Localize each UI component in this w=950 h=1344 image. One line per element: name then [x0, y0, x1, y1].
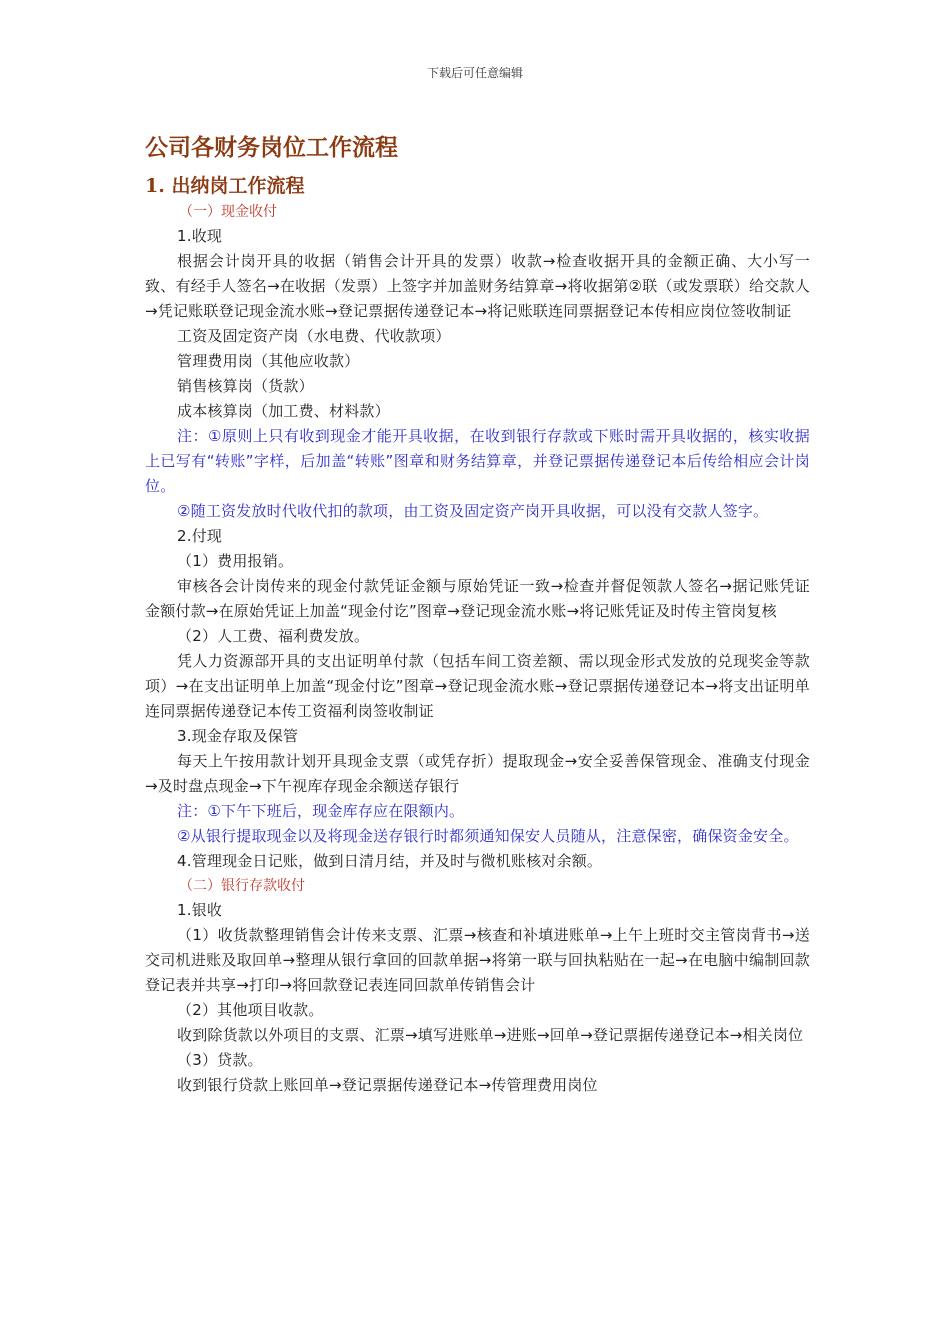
paragraph: 成本核算岗（加工费、材料款）: [177, 402, 390, 420]
paragraph: 1.收现: [177, 227, 223, 245]
section-heading-cashier: 1. 出纳岗工作流程: [145, 175, 305, 197]
paragraph: （2）其他项目收款。: [177, 1001, 324, 1019]
paragraph: 2.付现: [177, 527, 223, 545]
paragraph: 审核各会计岗传来的现金付款凭证金额与原始凭证一致→检查并督促领款人签名→据记账凭证金额付款→在原始凭证上加盖“现金付讫”图章→登记现金流水账→将记账凭证及时传主管岗复核: [145, 577, 810, 620]
paragraph: （2）人工费、福利费发放。: [177, 627, 370, 645]
paragraph: 3.现金存取及保管: [177, 727, 299, 745]
paragraph: （1）收货款整理销售会计传来支票、汇票→核查和补填进账单→上午上班时交主管岗背书→送交司机进账及取回单→整理从银行拿回的回款单据→将第一联与回执粘贴在一起→在电脑中编制回款登记表并共享→打印→将回款登记表连同回款单传销售会计: [145, 926, 810, 994]
paragraph: 工资及固定资产岗（水电费、代收款项）: [177, 327, 451, 345]
paragraph: 收到除货款以外项目的支票、汇票→填写进账单→进账→回单→登记票据传递登记本→相关岗位: [177, 1026, 804, 1044]
subsection-cash: （一）现金收付: [179, 204, 277, 220]
note-paragraph: ②随工资发放时代收代扣的款项，由工资及固定资产岗开具收据，可以没有交款人签字。: [177, 502, 769, 520]
paragraph: 每天上午按用款计划开具现金支票（或凭存折）提取现金→安全妥善保管现金、准确支付现金→及时盘点现金→下午视库存现金余额送存银行: [145, 752, 810, 795]
subsection-bank: （二）银行存款收付: [179, 878, 305, 894]
paragraph: 4.管理现金日记账，做到日清月结，并及时与微机账核对余额。: [177, 852, 603, 870]
paragraph: 管理费用岗（其他应收款）: [177, 352, 360, 370]
paragraph: 1.银收: [177, 901, 223, 919]
note-paragraph: 注：①下午下班后，现金库存应在限额内。: [177, 802, 465, 820]
document-body: [145, 132, 810, 1098]
note-paragraph: 注：①原则上只有收到现金才能开具收据，在收到银行存款或下账时需开具收据的，核实收据上已写有“转账”字样，后加盖“转账”图章和财务结算章，并登记票据传递登记本后传给相应会计岗位。: [145, 427, 810, 495]
page-header: 下载后可任意编辑: [426, 66, 523, 80]
paragraph: 凭人力资源部开具的支出证明单付款（包括车间工资差额、需以现金形式发放的兑现奖金等款项）→在支出证明单上加盖“现金付讫”图章→登记现金流水账→登记票据传递登记本→将支出证明单连同票据传递登记本传工资福利岗签收制证: [145, 652, 810, 720]
paragraph: （3）贷款。: [177, 1051, 263, 1069]
paragraph: 销售核算岗（货款）: [177, 377, 314, 395]
paragraph: 收到银行贷款上账回单→登记票据传递登记本→传管理费用岗位: [177, 1076, 598, 1094]
document-title: 公司各财务岗位工作流程: [145, 134, 398, 161]
paragraph: （1）费用报销。: [177, 552, 294, 570]
note-paragraph: ②从银行提取现金以及将现金送存银行时都须通知保安人员随从，注意保密，确保资金安全。: [177, 827, 799, 845]
paragraph: 根据会计岗开具的收据（销售会计开具的发票）收款→检查收据开具的金额正确、大小写一致、有经手人签名→在收据（发票）上签字并加盖财务结算章→将收据第②联（或发票联）给交款人→凭记账联登记现金流水账→登记票据传递登记本→将记账联连同票据登记本传相应岗位签收制证: [145, 252, 810, 320]
